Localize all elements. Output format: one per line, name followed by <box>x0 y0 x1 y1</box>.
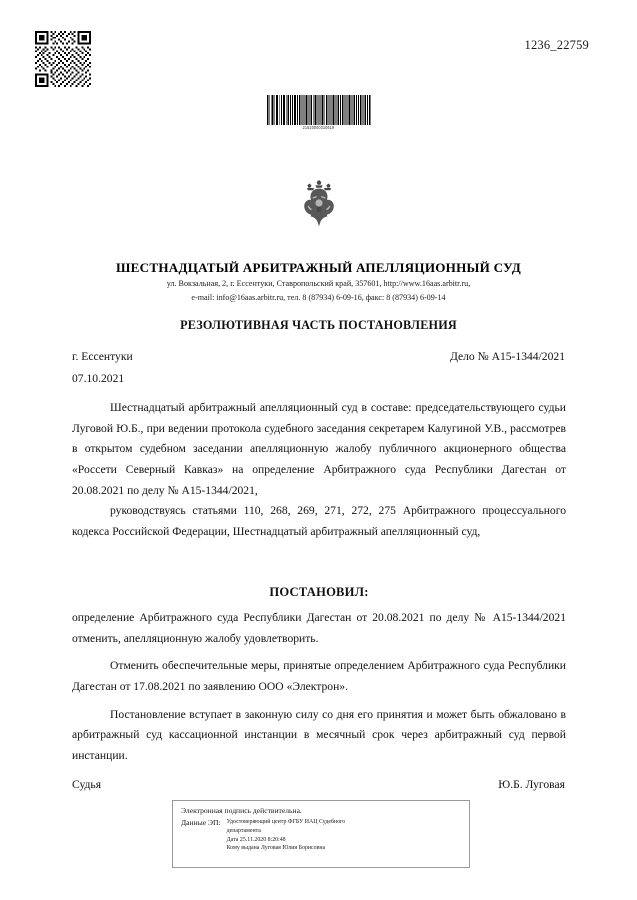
barcode-block <box>0 95 637 130</box>
court-address-line: ул. Вокзальная, 2, г. Ессентуки, Ставропольский край, 357601, http://www.16aas.arbitr.ru, <box>166 279 471 289</box>
ruling-body <box>72 608 566 766</box>
ruling-paragraph-2: Отменить обеспечительные меры, принятые определением Арбитражного суда Республики Дагестан от 17.08.2021 по заявлению ООО «Электрон». <box>72 659 566 693</box>
court-contact-line: e-mail: info@16aas.arbitr.ru, тел. 8 (87934) 6-09-16, факс: 8 (87934) 6-09-14 <box>191 293 446 303</box>
document-date: 07.10.2021 <box>72 372 125 385</box>
esign-date-line: Дата 25.11.2020 8:20:48 <box>226 836 286 843</box>
electronic-signature-stamp <box>172 800 470 868</box>
document-kind-title: РЕЗОЛЮТИВНАЯ ЧАСТЬ ПОСТАНОВЛЕНИЯ <box>180 318 457 332</box>
russian-coat-of-arms-icon <box>0 176 637 228</box>
esign-authority-line2: департамента <box>226 827 261 834</box>
body-intro <box>72 398 566 542</box>
court-header <box>60 260 577 304</box>
meta-row <box>72 350 565 363</box>
barcode-digits: 21620000310619 <box>302 125 335 131</box>
barcode-image <box>266 95 372 125</box>
esign-valid-text: Электронная подпись действительна. <box>181 806 302 815</box>
esign-details <box>227 818 346 853</box>
court-title: ШЕСТНАДЦАТЫЙ АРБИТРАЖНЫЙ АПЕЛЛЯЦИОННЫЙ СУД <box>116 260 521 275</box>
legal-basis-paragraph: руководствуясь статьями 110, 268, 269, 271, 272, 275 Арбитражного процессуального кодекса Российской Федерации, Шестнадцатый арбитражный апелляционный суд, <box>72 504 566 538</box>
signature-role: Судья <box>72 778 102 791</box>
esign-authority-line1: Удостоверяющий центр ФГБУ ИАЦ Судебного <box>226 818 346 825</box>
ruling-paragraph-3: Постановление вступает в законную силу со дня его принятия и может быть обжаловано в арбитражный суд кассационной инстанции в месячный срок через арбитражный суд первой инстанции. <box>72 707 566 762</box>
signature-row <box>72 778 565 791</box>
esign-issued-to-line: Кому выдана Луговая Юлия Борисовна <box>226 845 326 852</box>
ruling-paragraph-1: определение Арбитражного суда Республики Дагестан от 20.08.2021 по делу № А15-1344/2021 отменить, апелляционную жалобу удовлетворить. <box>72 611 566 645</box>
city-label: г. Ессентуки <box>72 350 133 363</box>
ruling-heading: ПОСТАНОВИЛ: <box>269 585 369 599</box>
qr-code <box>35 31 91 87</box>
esign-data-label: Данные ЭП: <box>181 817 221 827</box>
document-number: 1236_22759 <box>524 38 589 52</box>
signature-name: Ю.Б. Луговая <box>498 778 565 791</box>
intro-paragraph: Шестнадцатый арбитражный апелляционный суд в составе: председательствующего судьи Луговой Ю.Б., при ведении протокола судебного заседания секретарем Калугиной У.В., рассмотрев в открытом судебном заседании апелляционную жалобу публичного акционерного общества «Россети Северный Кавказ» на определение Арбитражного суда Республики Дагестан от 20.08.2021 по делу № А15-1344/2021, <box>72 401 566 497</box>
case-number: Дело № А15-1344/2021 <box>449 350 565 363</box>
